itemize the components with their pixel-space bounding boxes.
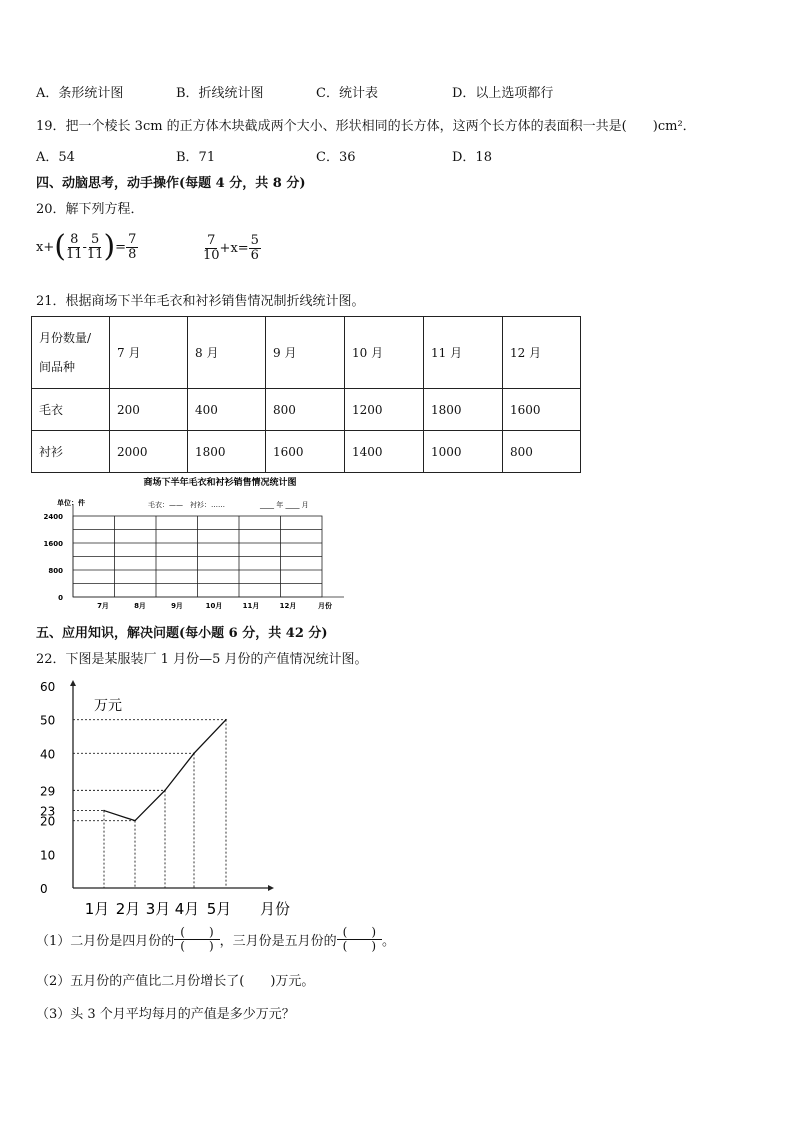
chart-y-axis-label: 万元 <box>94 698 122 714</box>
production-line-chart <box>30 674 310 922</box>
x-axis-arrow <box>268 885 274 891</box>
table-row-label: 衬衫 <box>32 431 110 473</box>
eq2-fraction-right <box>249 234 261 262</box>
equation-2 <box>203 234 261 262</box>
q22-text: 22．下图是某服装厂 1 月份—5 月份的产值情况统计图。 <box>36 652 368 667</box>
eq2-mid: +x= <box>219 240 249 256</box>
blank-sales-chart <box>30 472 360 614</box>
corner-label-2: 间品种 <box>39 359 76 374</box>
blank-denominator[interactable]: ( ) <box>342 938 377 953</box>
chart-y-tick: 40 <box>40 747 56 762</box>
section5-title: 五、应用知识，解决问题(每小题 6 分，共 42 分) <box>36 626 328 641</box>
chart-y-tick: 0 <box>40 882 48 896</box>
table-row <box>32 431 581 473</box>
blank-denominator[interactable]: ( ) <box>180 938 214 953</box>
blank-chart-x-tick: 12月 <box>279 602 297 610</box>
table-cell: 1800 <box>424 389 503 431</box>
chart-x-tick: 4月 <box>174 900 200 918</box>
blank-chart-x-tick: 9月 <box>171 602 183 610</box>
chart-y-tick: 60 <box>40 680 56 694</box>
table-cell: 800 <box>266 389 345 431</box>
q19-option-a: A．54 <box>36 150 75 165</box>
chart-y-tick: 10 <box>40 848 56 863</box>
chart-x-tick-labels <box>85 900 232 918</box>
table-header-month: 8 月 <box>188 317 266 389</box>
eq1-r-denominator: 8 <box>128 246 137 262</box>
eq2-r-denominator: 6 <box>250 247 259 263</box>
eq1-f1-denominator: 11 <box>65 246 83 262</box>
eq1-open-paren: ( <box>54 229 66 264</box>
chart-series <box>103 719 227 822</box>
data-point <box>225 719 227 721</box>
blank-chart-y-tick: 0 <box>58 594 63 602</box>
data-point <box>164 790 166 792</box>
q18-option-d: D．以上选项都行 <box>452 86 554 101</box>
table-header-month: 12 月 <box>503 317 581 389</box>
table-cell: 1600 <box>503 389 581 431</box>
blank-numerator[interactable]: ( ) <box>174 926 219 940</box>
eq2-r-numerator: 5 <box>250 233 259 248</box>
table-header-month: 9 月 <box>266 317 345 389</box>
q18-option-b: B．折线统计图 <box>176 86 264 101</box>
eq1-equals: = <box>115 239 127 255</box>
blank-chart-x-tick: 11月 <box>242 602 260 610</box>
corner-label-1: 月份数量/ <box>39 330 92 345</box>
blank-chart-y-ticks <box>44 513 64 602</box>
q22-sub2: （2）五月份的产值比二月份增长了( )万元。 <box>36 974 315 989</box>
table-cell: 1800 <box>188 431 266 473</box>
data-point <box>193 753 195 755</box>
q20-text: 20．解下列方程． <box>36 202 144 217</box>
eq1-fraction-1 <box>66 233 83 261</box>
eq1-f2-numerator: 5 <box>91 231 100 247</box>
chart-y-tick: 29 <box>40 784 56 799</box>
table-cell: 400 <box>188 389 266 431</box>
blank-fraction-2[interactable] <box>337 926 382 952</box>
q19-option-d: D．18 <box>452 150 492 165</box>
table-cell: 1000 <box>424 431 503 473</box>
blank-chart-y-tick: 800 <box>48 567 63 575</box>
chart-x-tick: 3月 <box>145 900 171 918</box>
table-row-label: 毛衣 <box>32 389 110 431</box>
chart-x-axis-label: 月份 <box>260 900 291 918</box>
chart-y-tick: 50 <box>40 713 56 728</box>
q18-option-c: C．统计表 <box>316 86 378 101</box>
eq1-f2-denominator: 11 <box>86 246 104 262</box>
table-cell: 200 <box>110 389 188 431</box>
blank-chart-grid <box>73 504 344 597</box>
blank-chart-title: 商场下半年毛衣和衬衫销售情况统计图 <box>143 478 297 488</box>
table-header-month: 7 月 <box>110 317 188 389</box>
blank-chart-x-tick: 10月 <box>205 602 223 610</box>
equation-1 <box>36 229 138 264</box>
q21-text: 21．根据商场下半年毛衣和衬衫销售情况制折线统计图。 <box>36 294 365 309</box>
q18-option-a: A．条形统计图 <box>36 86 124 101</box>
table-cell: 1600 <box>266 431 345 473</box>
sales-table <box>31 316 581 473</box>
data-point <box>134 820 136 822</box>
data-point <box>103 810 105 812</box>
eq1-r-numerator: 7 <box>128 231 137 247</box>
blank-chart-date: ____ 年 ____ 月 <box>260 501 309 509</box>
table-header-month: 10 月 <box>345 317 424 389</box>
eq1-lead: x+ <box>36 239 55 255</box>
blank-chart-unit: 单位：件 <box>57 499 85 507</box>
blank-chart-x-ticks <box>97 601 332 610</box>
table-cell: 1400 <box>345 431 424 473</box>
table-header-row <box>32 317 581 389</box>
blank-chart-y-tick: 1600 <box>43 540 63 548</box>
chart-y-tick: 23 <box>40 804 56 819</box>
eq1-fraction-result <box>126 233 138 261</box>
q22-sub1-part-c: 。 <box>382 933 396 949</box>
table-row <box>32 389 581 431</box>
eq1-close-paren: ) <box>103 229 116 264</box>
q22-sub1-part-a: （1）二月份是四月份的 <box>36 933 175 949</box>
blank-chart-legend: 毛衣：—— 衬衫：…… <box>148 501 225 509</box>
table-header-month: 11 月 <box>424 317 503 389</box>
q22-sub1 <box>36 926 395 952</box>
blank-fraction-1[interactable] <box>174 926 219 952</box>
q22-sub3: （3）头 3 个月平均每月的产值是多少万元？ <box>36 1007 295 1022</box>
blank-chart-x-tick: 月份 <box>318 602 332 610</box>
blank-chart-x-tick: 8月 <box>134 602 146 610</box>
table-cell: 2000 <box>110 431 188 473</box>
table-cell: 1200 <box>345 389 424 431</box>
eq2-l-numerator: 7 <box>207 233 216 248</box>
eq2-fraction-left <box>203 234 220 262</box>
section4-title: 四、动脑思考，动手操作(每题 4 分，共 8 分) <box>36 176 306 191</box>
eq2-l-denominator: 10 <box>203 247 220 263</box>
chart-x-tick: 2月 <box>115 900 141 918</box>
chart-y-tick: 20 <box>40 814 56 829</box>
chart-y-tick-labels <box>40 680 55 896</box>
q19-option-c: C．36 <box>316 150 356 165</box>
q19-text: 19．把一个棱长 3cm 的正方体木块截成两个大小、形状相同的长方体，这两个长方体的表面积一共是( )cm²． <box>36 119 696 134</box>
chart-guide-lines <box>73 720 226 888</box>
eq1-minus: - <box>82 239 87 255</box>
blank-chart-y-tick: 2400 <box>43 513 63 521</box>
series-line <box>104 720 226 821</box>
q22-sub1-part-b: ，三月份是五月份的 <box>219 933 337 949</box>
q19-option-b: B．71 <box>176 150 216 165</box>
chart-x-tick: 1月 <box>84 900 110 918</box>
blank-chart-x-tick: 7月 <box>97 602 109 610</box>
y-axis-arrow <box>70 680 76 686</box>
eq1-fraction-2 <box>87 233 104 261</box>
blank-numerator[interactable]: ( ) <box>337 926 382 940</box>
eq1-f1-numerator: 8 <box>70 231 79 247</box>
chart-x-tick: 5月 <box>206 900 232 918</box>
table-corner-cell <box>32 317 110 389</box>
table-cell: 800 <box>503 431 581 473</box>
